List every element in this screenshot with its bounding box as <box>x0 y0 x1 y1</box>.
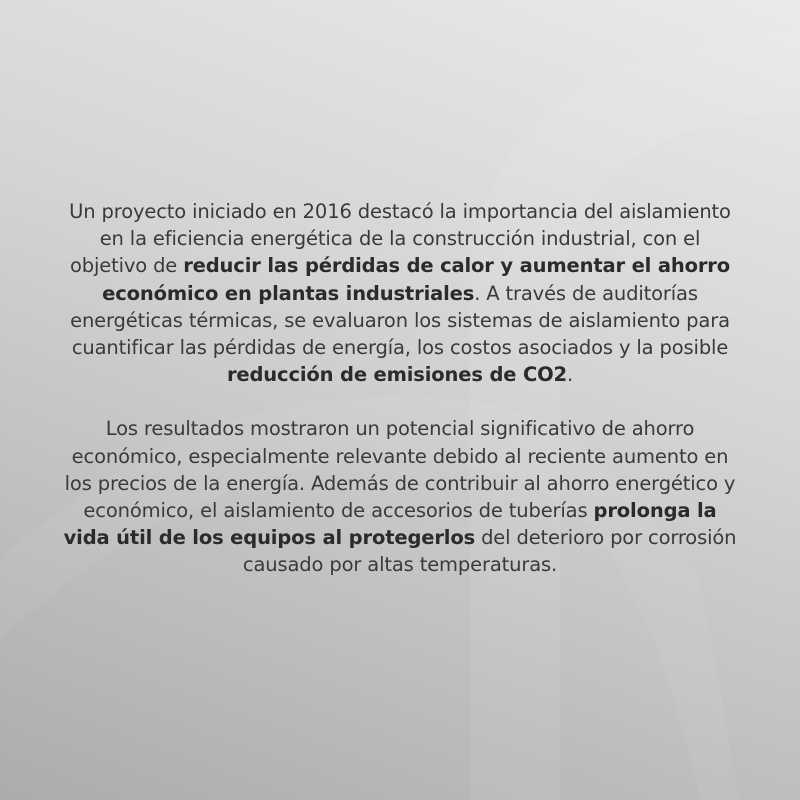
paragraph-2-text-2: del deterioro por corrosión causado por altas temperaturas. <box>242 526 737 577</box>
paragraph-1-highlight-2: reducción de emisiones de CO2 <box>226 363 567 387</box>
body-text <box>60 198 740 579</box>
paragraph-1-text-2: . A través de auditorías energéticas térmicas, se evaluaron los sistemas de aislamiento para cuantificar las pérdidas de energía, los costos asociados y la posible <box>70 281 730 360</box>
paragraph-1-text-3: . <box>566 363 574 387</box>
paragraph-1 <box>60 198 740 388</box>
paragraph-1-text-1: Un proyecto iniciado en 2016 destacó la importancia del aislamiento en la eficiencia energética de la construcción industrial, con el objetivo de <box>69 200 731 278</box>
paragraph-2 <box>60 415 740 578</box>
paragraph-2-text-1: Los resultados mostraron un potencial significativo de ahorro económico, especialmente relevante debido al reciente aumento en los precios de la energía. Además de contribuir al ahorro energético y económico, el aislamiento de accesorios de tuberías <box>64 417 736 523</box>
paragraph-1-highlight-1: reducir las pérdidas de calor y aumentar el ahorro económico en plantas industriales <box>102 254 731 305</box>
paragraph-2-highlight-1: prolonga la vida útil de los equipos al protegerlos <box>63 499 717 550</box>
